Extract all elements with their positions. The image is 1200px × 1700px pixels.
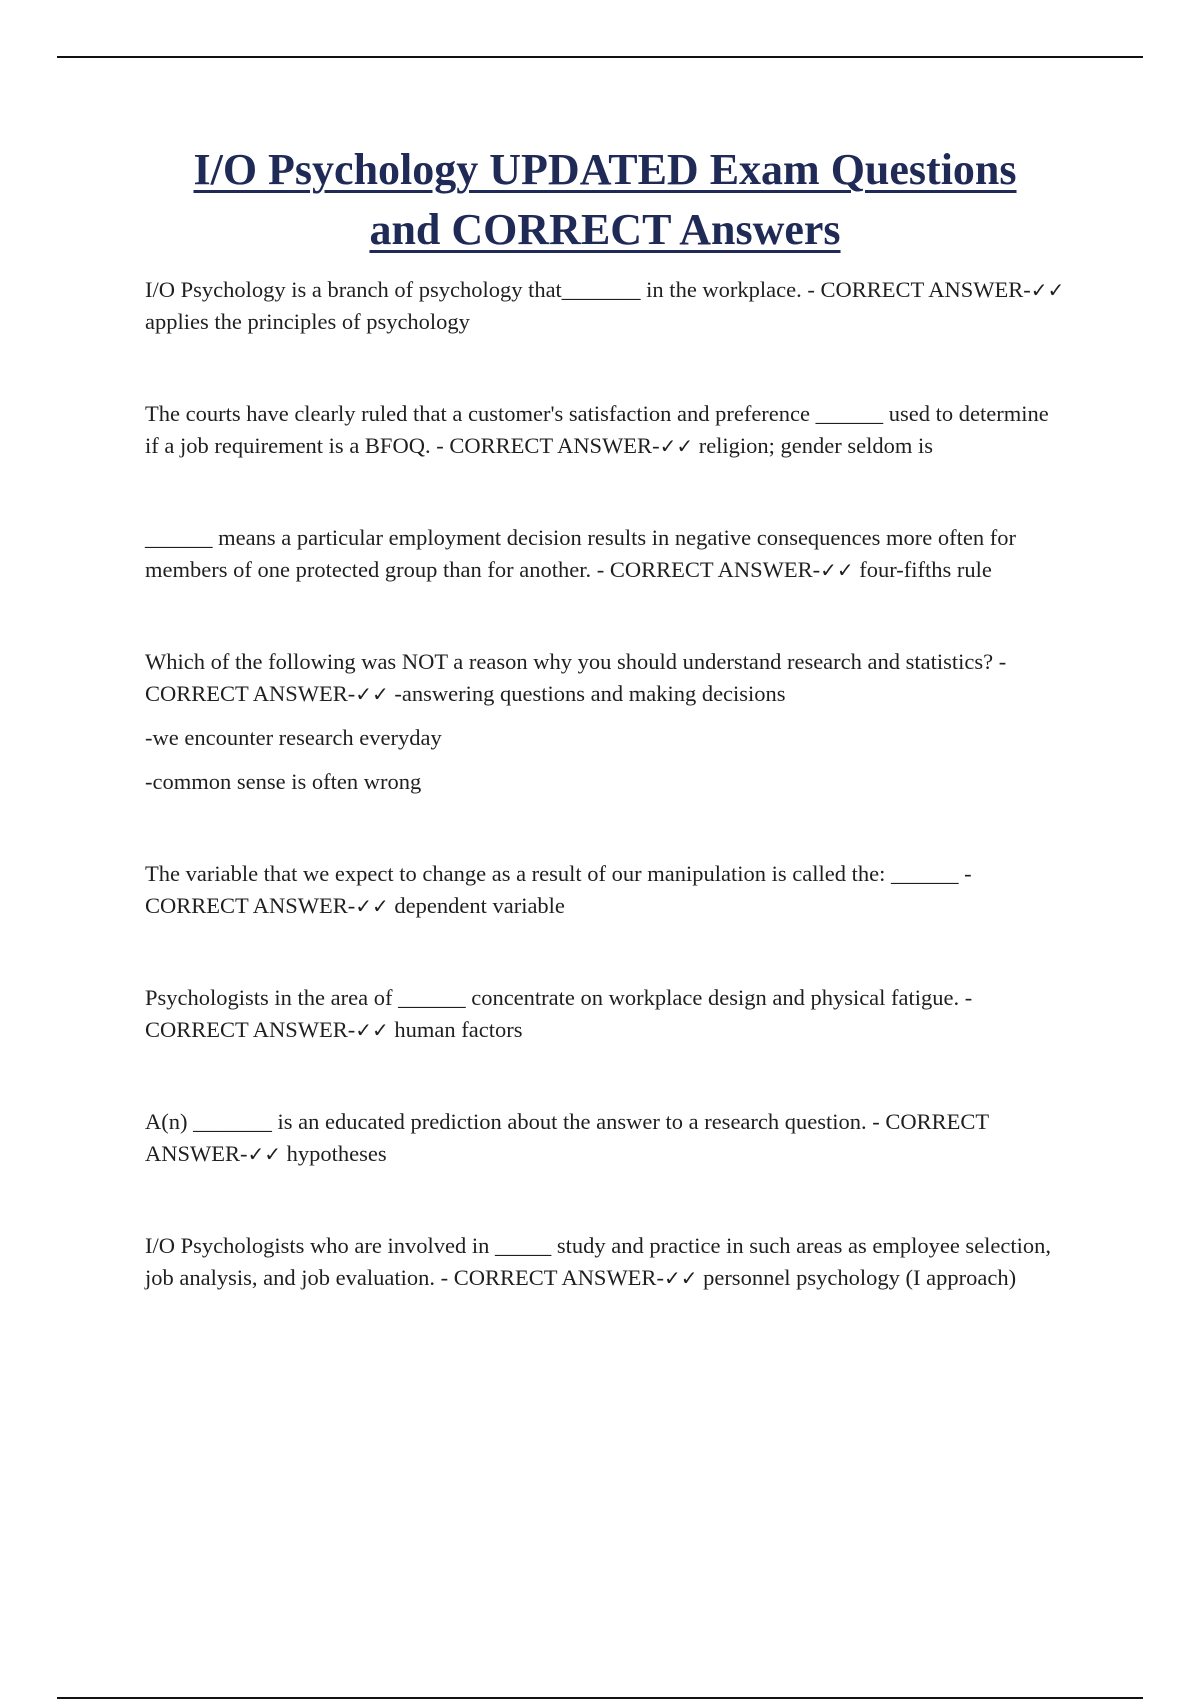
qa-item-4 xyxy=(145,646,1065,798)
check-icon: ✓✓ xyxy=(820,558,854,582)
answer-text: -answering questions and making decisions xyxy=(394,681,786,706)
qa-text xyxy=(145,274,1065,338)
qa-item-5 xyxy=(145,858,1065,922)
answer-text: religion; gender seldom is xyxy=(698,433,934,458)
check-icon: ✓✓ xyxy=(355,894,389,918)
answer-marker: - CORRECT ANSWER- xyxy=(145,1109,989,1166)
answer-marker: - CORRECT ANSWER- xyxy=(145,861,972,918)
top-rule xyxy=(57,56,1143,58)
answer-marker: - CORRECT ANSWER- xyxy=(807,277,1031,302)
qa-text xyxy=(145,646,1065,710)
qa-text xyxy=(145,1106,1065,1170)
answer-marker: - CORRECT ANSWER- xyxy=(596,557,821,582)
answer-text: personnel psychology (I approach) xyxy=(703,1265,1017,1290)
qa-text xyxy=(145,522,1065,586)
question-text: The variable that we expect to change as a result of our manipulation is called the: ______ xyxy=(145,861,959,886)
qa-item-2 xyxy=(145,398,1065,462)
check-icon: ✓✓ xyxy=(659,434,694,458)
question-text: The courts have clearly ruled that a customer's satisfaction and preference ______ used to determine if a job requirement is a BFOQ. xyxy=(145,401,1049,458)
answer-text: human factors xyxy=(394,1017,523,1042)
qa-item-3 xyxy=(145,522,1065,586)
bottom-rule xyxy=(57,1697,1143,1699)
question-text: Psychologists in the area of ______ concentrate on workplace design and physical fatigue. xyxy=(145,985,960,1010)
answer-marker: - CORRECT ANSWER- xyxy=(440,1265,664,1290)
answer-text: hypotheses xyxy=(286,1141,387,1166)
question-text: Which of the following was NOT a reason why you should understand research and statistics? xyxy=(145,649,994,674)
qa-text xyxy=(145,982,1065,1046)
answer-extra-line: -common sense is often wrong xyxy=(145,769,422,794)
qa-item-6 xyxy=(145,982,1065,1046)
answer-extra-line: -we encounter research everyday xyxy=(145,725,442,750)
answer-marker: - CORRECT ANSWER- xyxy=(145,649,1007,706)
question-text: I/O Psychology is a branch of psychology that_______ in the workplace. xyxy=(145,277,802,302)
document-body xyxy=(145,140,1065,1354)
qa-text xyxy=(145,398,1065,462)
answer-text: four-fifths rule xyxy=(859,557,992,582)
title-line-1: I/O Psychology UPDATED Exam Questions xyxy=(193,145,1017,194)
qa-item-7 xyxy=(145,1106,1065,1170)
qa-text xyxy=(145,1230,1065,1294)
qa-item-1 xyxy=(145,274,1065,338)
document-title xyxy=(145,140,1065,260)
answer-marker: - CORRECT ANSWER- xyxy=(436,433,660,458)
check-icon: ✓✓ xyxy=(355,1018,389,1042)
check-icon: ✓✓ xyxy=(355,682,389,706)
answer-text: applies the principles of psychology xyxy=(145,309,470,334)
question-text: ______ means a particular employment decision results in negative consequences more often for members of one protected group than for another. xyxy=(145,525,1016,582)
qa-item-8 xyxy=(145,1230,1065,1294)
check-icon: ✓✓ xyxy=(663,1266,698,1290)
check-icon: ✓✓ xyxy=(247,1142,282,1166)
qa-text xyxy=(145,858,1065,922)
question-text: A(n) _______ is an educated prediction about the answer to a research question. xyxy=(145,1109,867,1134)
title-line-2: and CORRECT Answers xyxy=(369,205,841,254)
answer-marker: - CORRECT ANSWER- xyxy=(145,985,973,1042)
answer-text: dependent variable xyxy=(394,893,565,918)
check-icon: ✓✓ xyxy=(1030,278,1065,302)
question-text: I/O Psychologists who are involved in _____ study and practice in such areas as employee selection, job analysis, and job evaluation. xyxy=(145,1233,1052,1290)
